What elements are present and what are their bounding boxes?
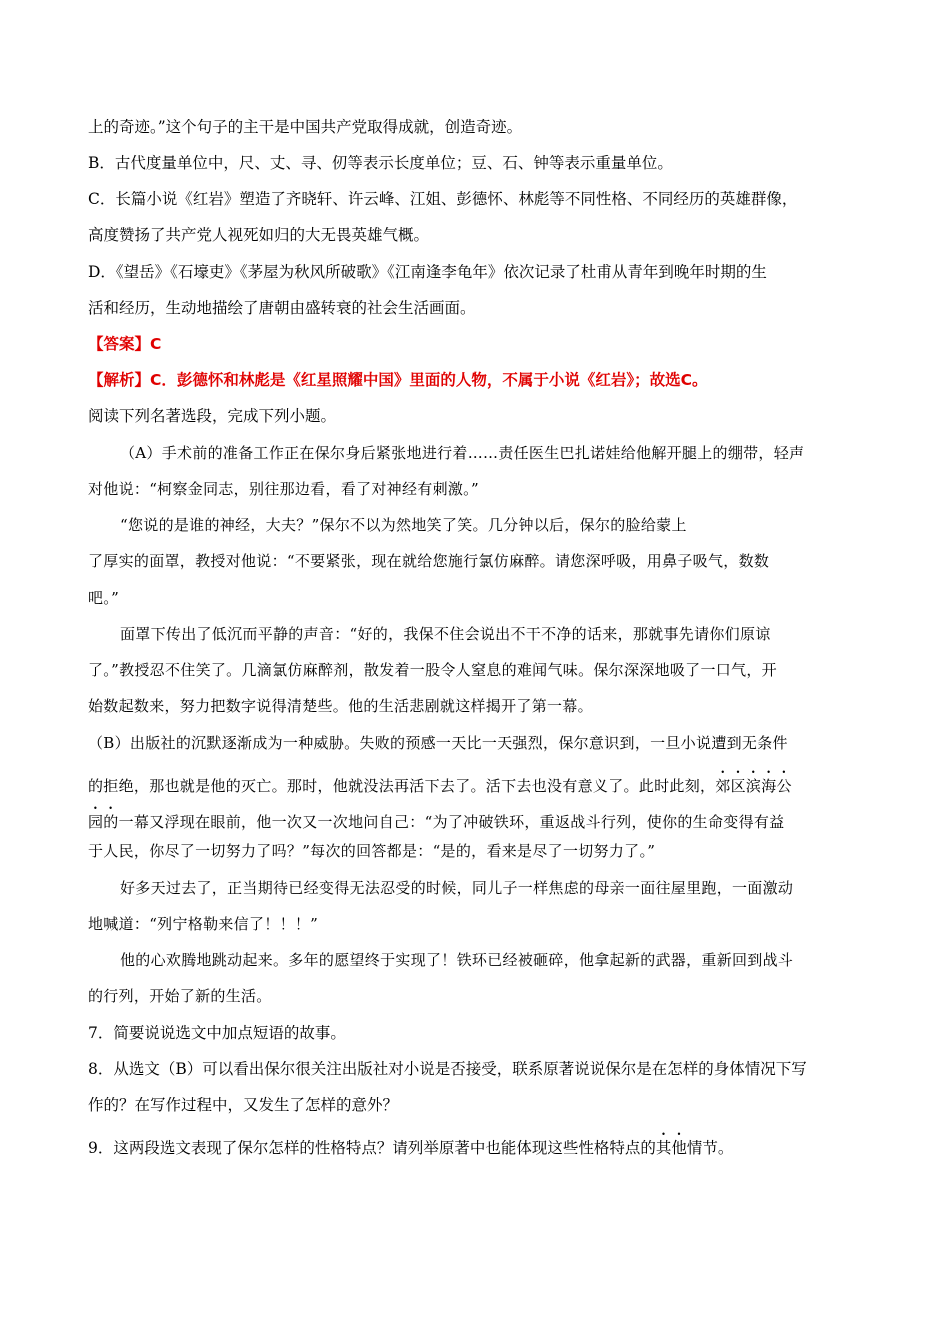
text-line: 高度赞扬了共产党人视死如归的大无畏英雄气概。 bbox=[88, 226, 430, 244]
text-line: 上的奇迹。”这个句子的主干是中国共产党取得成就，创造奇迹。 bbox=[88, 118, 523, 136]
passage-a-line: “您说的是谁的神经，大夫？”保尔不以为然地笑了笑。几分钟以后，保尔的脸给蒙上 bbox=[120, 516, 687, 534]
dotted-phrase: 郊区滨海公 bbox=[715, 777, 792, 795]
dotted-phrase: 园的 bbox=[88, 813, 119, 831]
question-8-cont: 作的？在写作过程中，又发生了怎样的意外？ bbox=[88, 1096, 399, 1114]
passage-a-line: 吧。” bbox=[88, 589, 120, 607]
passage-a-line: 了。”教授忍不住笑了。几滴氯仿麻醉剂，散发着一股令人窒息的难闻气味。保尔深深地吸了一口气，开 bbox=[88, 661, 777, 679]
passage-b-line bbox=[88, 804, 868, 833]
passage-b-line: 的行列，开始了新的生活。 bbox=[88, 987, 272, 1005]
question-9 bbox=[88, 1130, 868, 1159]
passage-a-line: 面罩下传出了低沉而平静的声音：“好的，我保不住会说出不干不净的话来，那就事先请你们原谅 bbox=[120, 625, 771, 643]
option-b: B．古代度量单位中，尺、丈、寻、仞等表示长度单位；豆、石、钟等表示重量单位。 bbox=[88, 154, 673, 172]
passage-b-line: 于人民，你尽了一切努力了吗？”每次的回答都是：“是的，看来是尽了一切努力了。” bbox=[88, 842, 656, 860]
question-7: 7．简要说说选文中加点短语的故事。 bbox=[88, 1024, 346, 1042]
answer-label: 【答案】C bbox=[88, 335, 162, 353]
question-9-end: 情节。 bbox=[686, 1139, 734, 1157]
passage-b-line: （B）出版社的沉默逐渐成为一种威胁。失败的预感一天比一天强烈，保尔意识到，一旦小说遭到无条件 bbox=[88, 734, 788, 752]
passage-b-line: 地喊道：“列宁格勒来信了！！！” bbox=[88, 915, 319, 933]
question-9-text: 9．这两段选文表现了保尔怎样的性格特点？请列举原著中也能体现这些性格特点的 bbox=[88, 1139, 656, 1157]
passage-b-line: 他的心欢腾地跳动起来。多年的愿望终于实现了！铁环已经被砸碎，他拿起新的武器，重新回到战斗 bbox=[120, 951, 794, 969]
passage-a-line: 了厚实的面罩，教授对他说：“不要紧张，现在就给您施行氯仿麻醉。请您深呼吸，用鼻子吸气，数数 bbox=[88, 552, 770, 570]
passage-b-line: 好多天过去了，正当期待已经变得无法忍受的时候，同儿子一样焦虑的母亲一面往屋里跑，一面激动 bbox=[120, 879, 794, 897]
option-d: D．《望岳》《石壕吏》《茅屋为秋风所破歌》《江南逢李龟年》依次记录了杜甫从青年到晚年时期的生 bbox=[88, 263, 767, 281]
passage-a-line: 对他说：“柯察金同志，别往那边看，看了对神经有刺激。” bbox=[88, 480, 479, 498]
question-8: 8．从选文（B）可以看出保尔很关注出版社对小说是否接受，联系原著说说保尔是在怎样的身体情况下写 bbox=[88, 1060, 807, 1078]
reading-instruction: 阅读下列名著选段，完成下列小题。 bbox=[88, 407, 337, 425]
passage-a-line: （A）手术前的准备工作正在保尔身后紧张地进行着……责任医生巴扎诺娃给他解开腿上的绷带，轻声 bbox=[120, 444, 805, 462]
option-c: C．长篇小说《红岩》塑造了齐晓轩、许云峰、江姐、彭德怀、林彪等不同性格、不同经历的英雄群像， bbox=[88, 190, 798, 208]
passage-b-text: 一幕又浮现在眼前，他一次又一次地问自己：“为了冲破铁环，重返战斗行列，使你的生命变得有益 bbox=[118, 813, 785, 831]
passage-a-line: 始数起数来，努力把数字说得清楚些。他的生活悲剧就这样揭开了第一幕。 bbox=[88, 697, 593, 715]
passage-b-text: 的拒绝，那也就是他的灭亡。那时，他就没法再活下去了。活下去也没有意义了。此时此刻， bbox=[88, 777, 716, 795]
passage-b-line bbox=[88, 768, 868, 797]
text-line: 活和经历，生动地描绘了唐朝由盛转衰的社会生活画面。 bbox=[88, 299, 476, 317]
dotted-phrase: 其他 bbox=[655, 1139, 687, 1157]
analysis-label: 【解析】C．彭德怀和林彪是《红星照耀中国》里面的人物，不属于小说《红岩》；故选C。 bbox=[88, 371, 708, 389]
